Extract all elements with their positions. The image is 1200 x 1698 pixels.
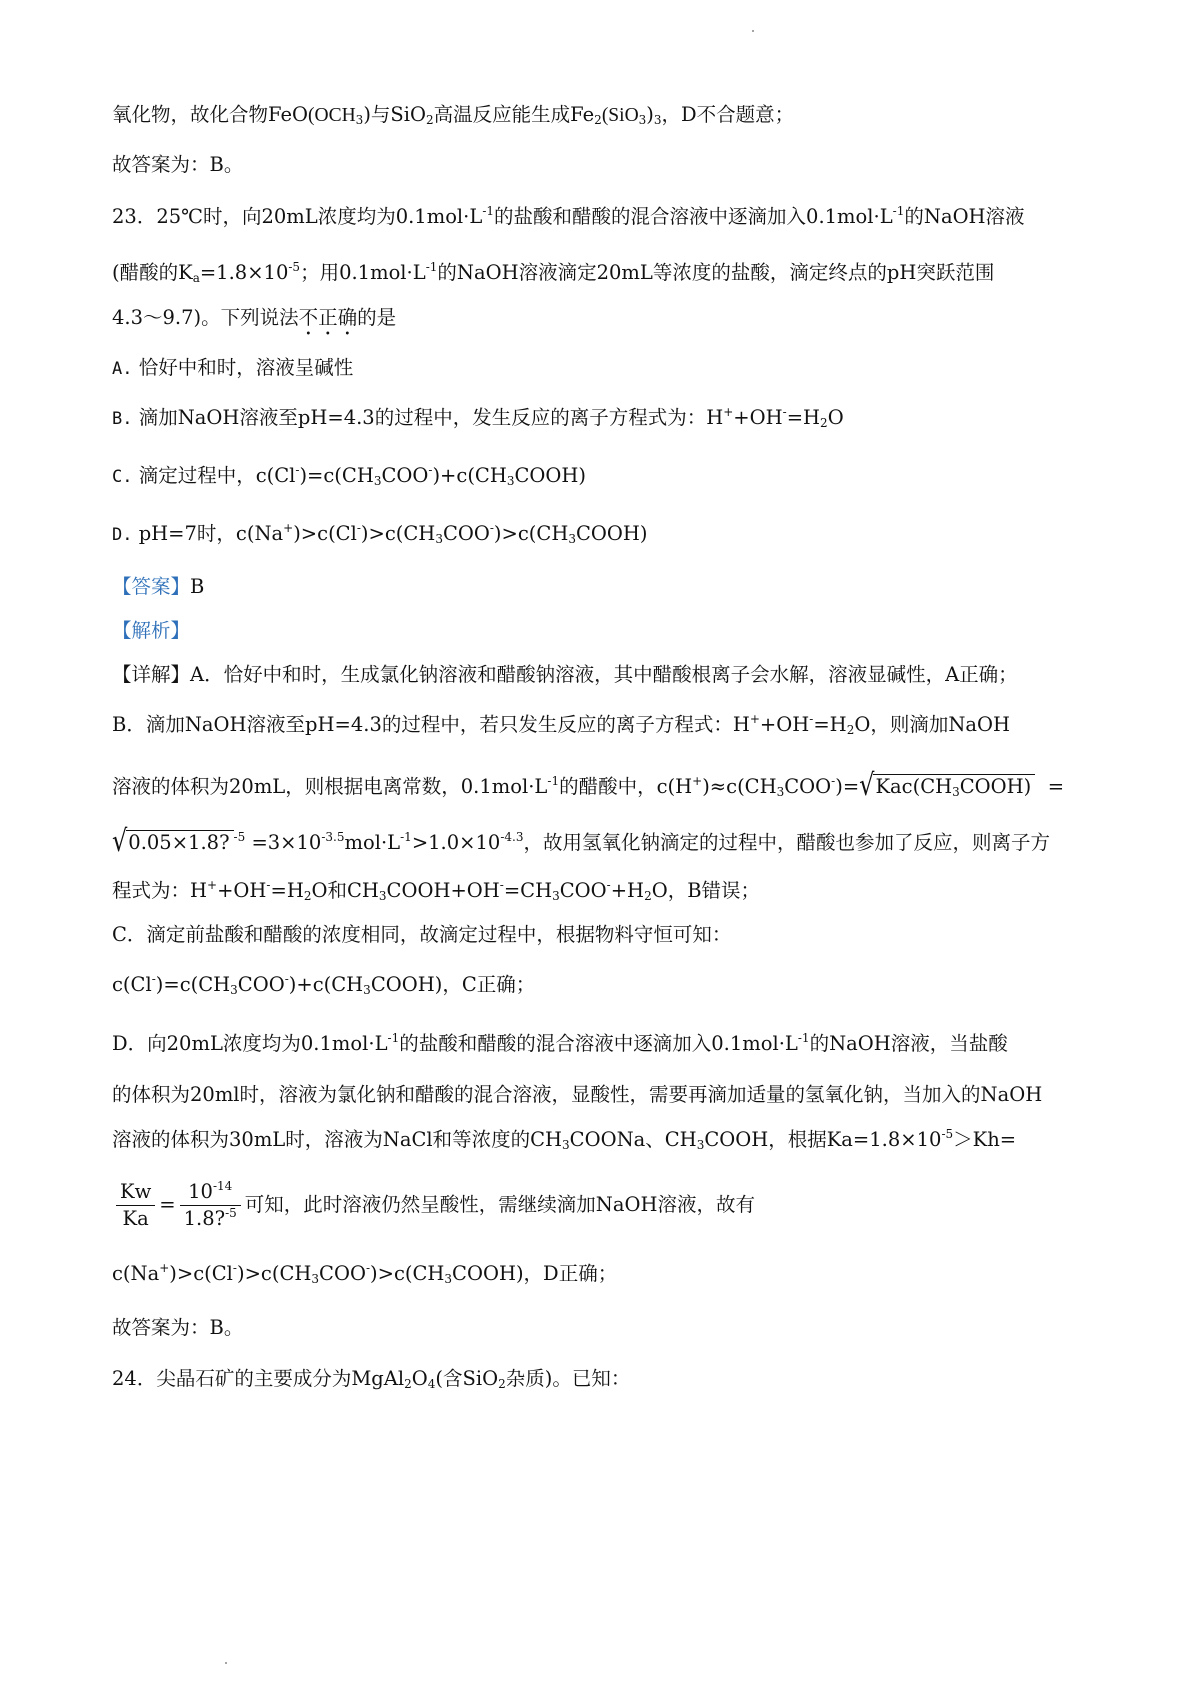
detail-line: $\frac{Kw}{Ka}$ = $\frac{10^{-14}}{1.8?^{-5}}$ 可知，此时溶液仍然呈酸性，需继续滴加NaOH溶液，故有 (112, 1178, 1140, 1232)
option-a: A. 恰好中和时，溶液呈碱性 (112, 356, 354, 379)
fraction-kh-value: $\frac{10^{-14}}{1.8?^{-5}}$ (180, 1179, 241, 1232)
detail-line: C．滴定前盐酸和醋酸的浓度相同，故滴定过程中，根据物料守恒可知： (112, 923, 732, 946)
detail-line: B．滴加NaOH溶液至pH=4.3的过程中，若只发生反应的离子方程式：$H^++OH^-=H_2O$，则滴加NaOH (112, 712, 1010, 737)
question-23-stem: 23．25℃时，向20mL浓度均为$0.1mol\cdot L^{-1}$的盐酸和醋酸的混合溶液中逐滴加入$0.1mol\cdot L^{-1}$的NaOH溶液 (112, 204, 1025, 228)
scan-speck (752, 30, 754, 32)
answer-line: 【答案】B (112, 575, 205, 598)
detail-line: 溶液的体积为20mL，则根据电离常数，$0.1mol\cdot L^{-1}$的醋酸中，$c(H^+)\approx c(CH_3COO^-)=√Kac(CH_3COOH)$ = (112, 767, 1065, 803)
option-d: D. pH=7时，$c(Na^+)>c(Cl^-)>c(CH_3COO^-)>c(CH_3COOH)$ (112, 521, 648, 546)
question-24-stem: 24．尖晶石矿的主要成分为$MgAl_2O_4$(含SiO$_2$杂质)。已知： (112, 1367, 631, 1391)
fraction-kw-ka: $\frac{Kw}{Ka}$ (116, 1179, 155, 1232)
analysis-tag: 【解析】 (112, 619, 191, 642)
text-line: 故答案为：B。 (112, 153, 244, 176)
option-b: B. 滴加NaOH溶液至pH=4.3的过程中，发生反应的离子方程式为：$H^++OH^-=H_2O$ (112, 405, 844, 430)
question-23-stem: 4.3～9.7)。下列说法不正确的是 (112, 306, 397, 329)
detail-line: 程式为：$H^++OH^-=H_2O$和$CH_3COOH+OH^-=CH_3COO^-+H_2O$，B错误； (112, 878, 761, 903)
answer-tag: 【答案】 (112, 575, 191, 598)
option-c: C. 滴定过程中，$c(Cl^-)=c(CH_3COO^-)+c(CH_3COOH)$ (112, 463, 587, 488)
detail-line: 溶液的体积为30mL时，溶液为NaCl和等浓度的$CH_3COONa$、$CH_3COOH$，根据$Ka=1.8\times 10^{-5}>Kh=$ (112, 1127, 1017, 1152)
detail-line: $c(Na^+)>c(Cl^-)>c(CH_3COO^-)>c(CH_3COOH)$，D正确； (112, 1261, 618, 1286)
detail-line: 的体积为20ml时，溶液为氯化钠和醋酸的混合溶液，显酸性，需要再滴加适量的氢氧化钠，当加入的NaOH (112, 1083, 1043, 1106)
text-line: 故答案为：B。 (112, 1316, 244, 1339)
detail-line: $c(Cl^-)=c(CH_3COO^-)+c(CH_3COOH)$，C正确； (112, 972, 536, 997)
detail-line: √0.05×1.8? $^{-5} =3\times 10^{-3.5}mol\cdot L^{-1}>1.0\times 10^{-4.3}$，故用氢氧化钠滴定的过程中，醋酸也参加了反应，则离子方 (112, 823, 1050, 859)
text-line: 氧化物，故化合物$FeO(OCH_3)$与SiO$_2$高温反应能生成$Fe_2(SiO_3)_3$，D不合题意； (112, 103, 795, 127)
detail-line: D．向20mL浓度均为$0.1mol\cdot L^{-1}$的盐酸和醋酸的混合溶液中逐滴加入$0.1mol\cdot L^{-1}$的NaOH溶液，当盐酸 (112, 1031, 1008, 1055)
detail-line: 【详解】A．恰好中和时，生成氯化钠溶液和醋酸钠溶液，其中醋酸根离子会水解，溶液显碱性，A正确； (112, 663, 1018, 686)
scan-speck (225, 1662, 227, 1664)
question-23-stem: (醋酸的$K_a=1.8\times 10^{-5}$；用$0.1mol\cdot L^{-1}$的NaOH溶液滴定20mL等浓度的盐酸，滴定终点的pH突跃范围 (112, 260, 995, 285)
analysis-line (112, 617, 1140, 645)
